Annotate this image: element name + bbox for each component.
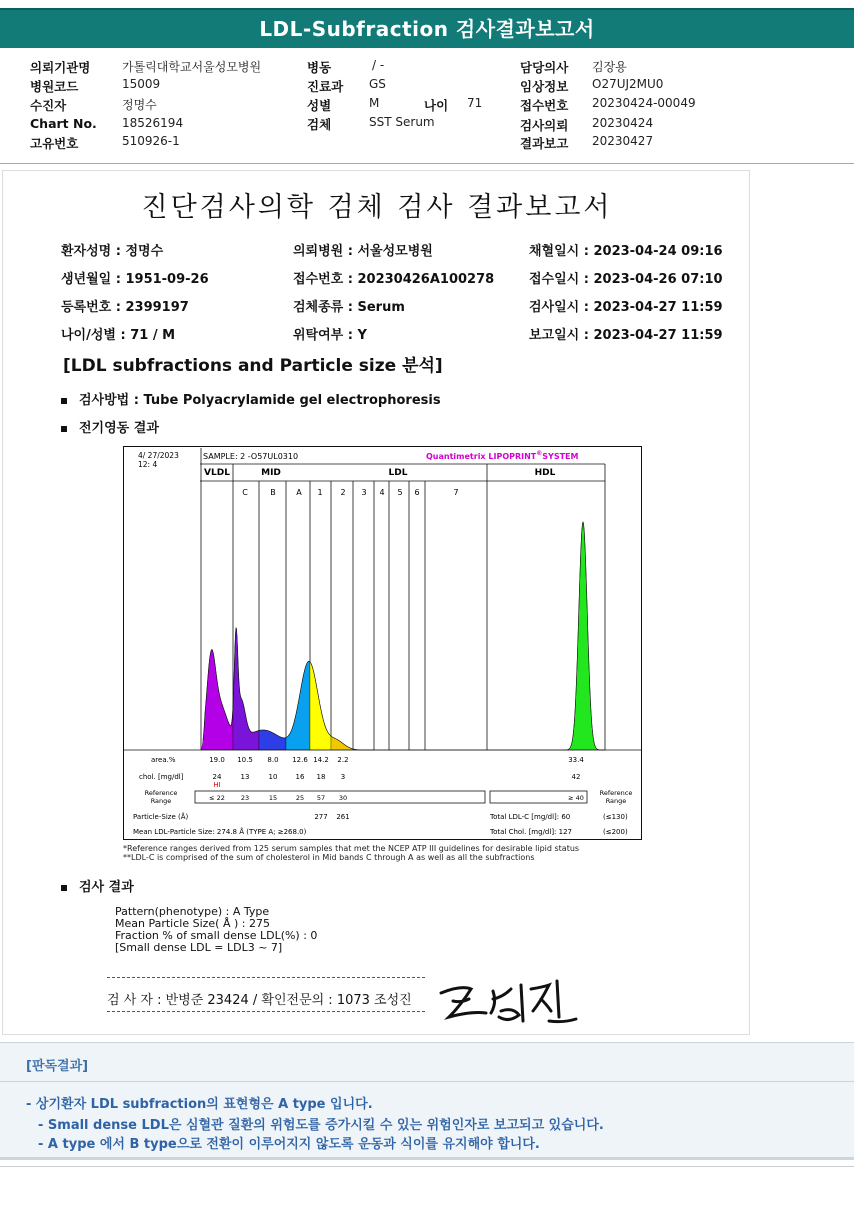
mean-size: Mean LDL-Particle Size: 274.8 Å (TYPE A; ≥268.0) <box>133 828 307 836</box>
chol-value: 3 <box>340 773 346 781</box>
group-label: HDL <box>534 468 556 478</box>
total-chol: Total Chol. [mg/dl]: 127 <box>490 828 572 836</box>
age-value: 71 <box>467 96 483 110</box>
sex-label: 성별 <box>307 98 332 113</box>
chart-brand: Quantimetrix LIPOPRINT®SYSTEM <box>426 450 579 461</box>
receipt-label: 접수번호 <box>520 98 569 113</box>
specimen-value: SST Serum <box>369 115 435 129</box>
group-label: VLDL <box>204 468 230 478</box>
ref-value: ≥ 40 <box>568 794 584 802</box>
divider <box>107 1011 425 1012</box>
report-sheet <box>2 170 750 1035</box>
examiner-line: 검 사 자 : 반병준 23424 / 확인전문의 : 1073 조성진 <box>107 993 412 1008</box>
divider <box>0 1166 854 1167</box>
hospcode-value: 15009 <box>122 77 161 91</box>
ref-label-line: Reference <box>144 789 178 797</box>
chart-no-value: 18526194 <box>122 116 184 130</box>
request-label: 검사의뢰 <box>520 118 569 133</box>
result-line: [Small dense LDL = LDL3 ~ 7] <box>115 941 283 954</box>
ref-value: 30 <box>338 794 348 802</box>
sex-value: M <box>369 96 380 110</box>
registration-no: 등록번호 : 2399197 <box>61 300 189 315</box>
particle-value: 261 <box>336 813 350 821</box>
total-ldl-ref: (≤130) <box>603 813 628 821</box>
readout-panel <box>0 1042 854 1160</box>
electrophoresis-chart <box>123 446 642 840</box>
test-time: 검사일시 : 2023-04-27 11:59 <box>529 300 723 315</box>
specimen-label: 검체 <box>307 117 332 132</box>
result-item <box>61 876 134 895</box>
signature <box>431 971 581 1031</box>
accession-time: 접수일시 : 2023-04-26 07:10 <box>529 272 723 287</box>
hi-flag: HI <box>213 781 221 789</box>
ref-value: 25 <box>295 794 305 802</box>
sheet-title: 진단검사의학 검체 검사 결과보고서 <box>141 192 613 223</box>
ref-label-line: Range <box>605 797 627 805</box>
dept-value: GS <box>369 77 386 91</box>
total-chol-ref: (≤200) <box>603 828 628 836</box>
result-head: 검사 결과 <box>79 880 134 895</box>
band-label: 5 <box>397 488 403 497</box>
chart-time: 12: 4 <box>138 460 158 469</box>
chol-label: chol. [mg/dl] <box>139 773 184 781</box>
area-value: 12.6 <box>292 756 308 764</box>
ref-label-line: Range <box>150 797 172 805</box>
band-label: 1 <box>317 488 323 497</box>
ref-label-line: Reference <box>599 789 633 797</box>
bullet-icon <box>61 398 67 404</box>
ref-value: ≤ 22 <box>209 794 225 802</box>
band-label: 2 <box>340 488 346 497</box>
particle-label: Particle-Size (Å) <box>133 813 189 821</box>
result-line: Fraction % of small dense LDL(%) : 0 <box>115 929 318 942</box>
bullet-icon <box>61 885 67 891</box>
ref-value: 15 <box>268 794 278 802</box>
outsourced: 위탁여부 : Y <box>293 328 367 343</box>
specimen-type: 검체종류 : Serum <box>293 300 405 315</box>
divider <box>107 977 425 978</box>
chart-sample: SAMPLE: 2 -O57UL0310 <box>203 452 299 461</box>
hospcode-label: 병원코드 <box>30 79 79 94</box>
institution-value: 가톨릭대학교서울성모병원 <box>122 60 262 74</box>
ref-value: 57 <box>316 794 326 802</box>
age-sex: 나이/성별 : 71 / M <box>61 328 176 343</box>
chol-value: 10 <box>268 773 278 781</box>
uid-label: 고유번호 <box>30 136 79 151</box>
footnote: **LDL-C is comprised of the sum of cholesterol in Mid bands C through A as well as all the subfractions <box>123 853 535 862</box>
readout-line: - 상기환자 LDL subfraction의 표현형은 A type 입니다. <box>26 1097 373 1112</box>
band-label: C <box>242 488 248 497</box>
clinical-value: O27UJ2MU0 <box>592 77 664 91</box>
accession-no: 접수번호 : 20230426A100278 <box>293 272 495 287</box>
chart-no-label: Chart No. <box>30 116 97 131</box>
divider <box>0 1081 854 1082</box>
uid-value: 510926-1 <box>122 134 180 148</box>
request-value: 20230424 <box>592 116 654 130</box>
chol-value: 24 <box>212 773 222 781</box>
electro-text: 전기영동 결과 <box>79 421 159 436</box>
report-label: 결과보고 <box>520 136 569 151</box>
area-value: 19.0 <box>209 756 225 764</box>
area-value: 8.0 <box>267 756 279 764</box>
area-value: 2.2 <box>337 756 349 764</box>
referring-hospital: 의뢰병원 : 서울성모병원 <box>293 244 433 259</box>
area-value: 14.2 <box>313 756 329 764</box>
electro-item <box>61 417 159 436</box>
patient-name: 환자성명 : 정명수 <box>61 244 164 259</box>
doctor-label: 담당의사 <box>520 60 569 75</box>
report-value: 20230427 <box>592 134 654 148</box>
readout-line: - Small dense LDL은 심혈관 질환의 위험도를 증가시킬 수 있는 위험인자로 보고되고 있습니다. <box>38 1118 604 1133</box>
dept-label: 진료과 <box>307 79 344 94</box>
page-title: LDL-Subfraction 검사결과보고서 <box>259 17 595 41</box>
footnote: *Reference ranges derived from 125 serum samples that met the NCEP ATP III guidelines for desirable lipid status <box>123 844 580 853</box>
band-label: B <box>270 488 276 497</box>
header-bar <box>0 8 854 48</box>
doctor-value: 김장용 <box>592 60 627 74</box>
recipient-value: 정명수 <box>122 98 157 112</box>
chol-value: 13 <box>240 773 250 781</box>
chart-date: 4/ 27/2023 <box>138 451 179 460</box>
method-text: 검사방법 : Tube Polyacrylamide gel electrophoresis <box>79 393 441 408</box>
result-line: Pattern(phenotype) : A Type <box>115 905 270 918</box>
particle-value: 277 <box>314 813 328 821</box>
ref-value: 23 <box>240 794 250 802</box>
chol-value: 16 <box>295 773 305 781</box>
area-value: 10.5 <box>237 756 253 764</box>
area-value: 33.4 <box>568 756 584 764</box>
band-label: 7 <box>453 488 459 497</box>
collection-time: 채혈일시 : 2023-04-24 09:16 <box>529 244 723 259</box>
method-item <box>61 389 441 408</box>
bullet-icon <box>61 426 67 432</box>
chol-value: 18 <box>316 773 326 781</box>
band-label: 4 <box>379 488 385 497</box>
area-label: area.% <box>151 756 176 764</box>
ward-value: / - <box>372 58 385 72</box>
section-title: [LDL subfractions and Particle size 분석] <box>63 356 443 376</box>
institution-label: 의뢰기관명 <box>30 60 91 75</box>
ward-label: 병동 <box>307 60 332 75</box>
group-label: LDL <box>388 468 408 478</box>
total-ldl: Total LDL-C [mg/dl]: 60 <box>490 813 571 821</box>
birth-date: 생년월일 : 1951-09-26 <box>61 272 209 287</box>
recipient-label: 수진자 <box>30 98 67 113</box>
chol-value: 42 <box>571 773 581 781</box>
request-info <box>0 52 854 164</box>
readout-title: [판독결과] <box>26 1059 89 1074</box>
band-label: 3 <box>361 488 367 497</box>
age-label: 나이 <box>424 98 449 113</box>
result-line: Mean Particle Size( Å ) : 275 <box>115 917 270 930</box>
clinical-label: 임상정보 <box>520 79 569 94</box>
report-time: 보고일시 : 2023-04-27 11:59 <box>529 328 723 343</box>
receipt-value: 20230424-00049 <box>592 96 696 110</box>
band-label: 6 <box>414 488 420 497</box>
readout-line: - A type 에서 B type으로 전환이 이루어지지 않도록 운동과 식이를 유지해야 합니다. <box>38 1137 540 1152</box>
group-label: MID <box>261 468 281 478</box>
band-label: A <box>296 488 302 497</box>
